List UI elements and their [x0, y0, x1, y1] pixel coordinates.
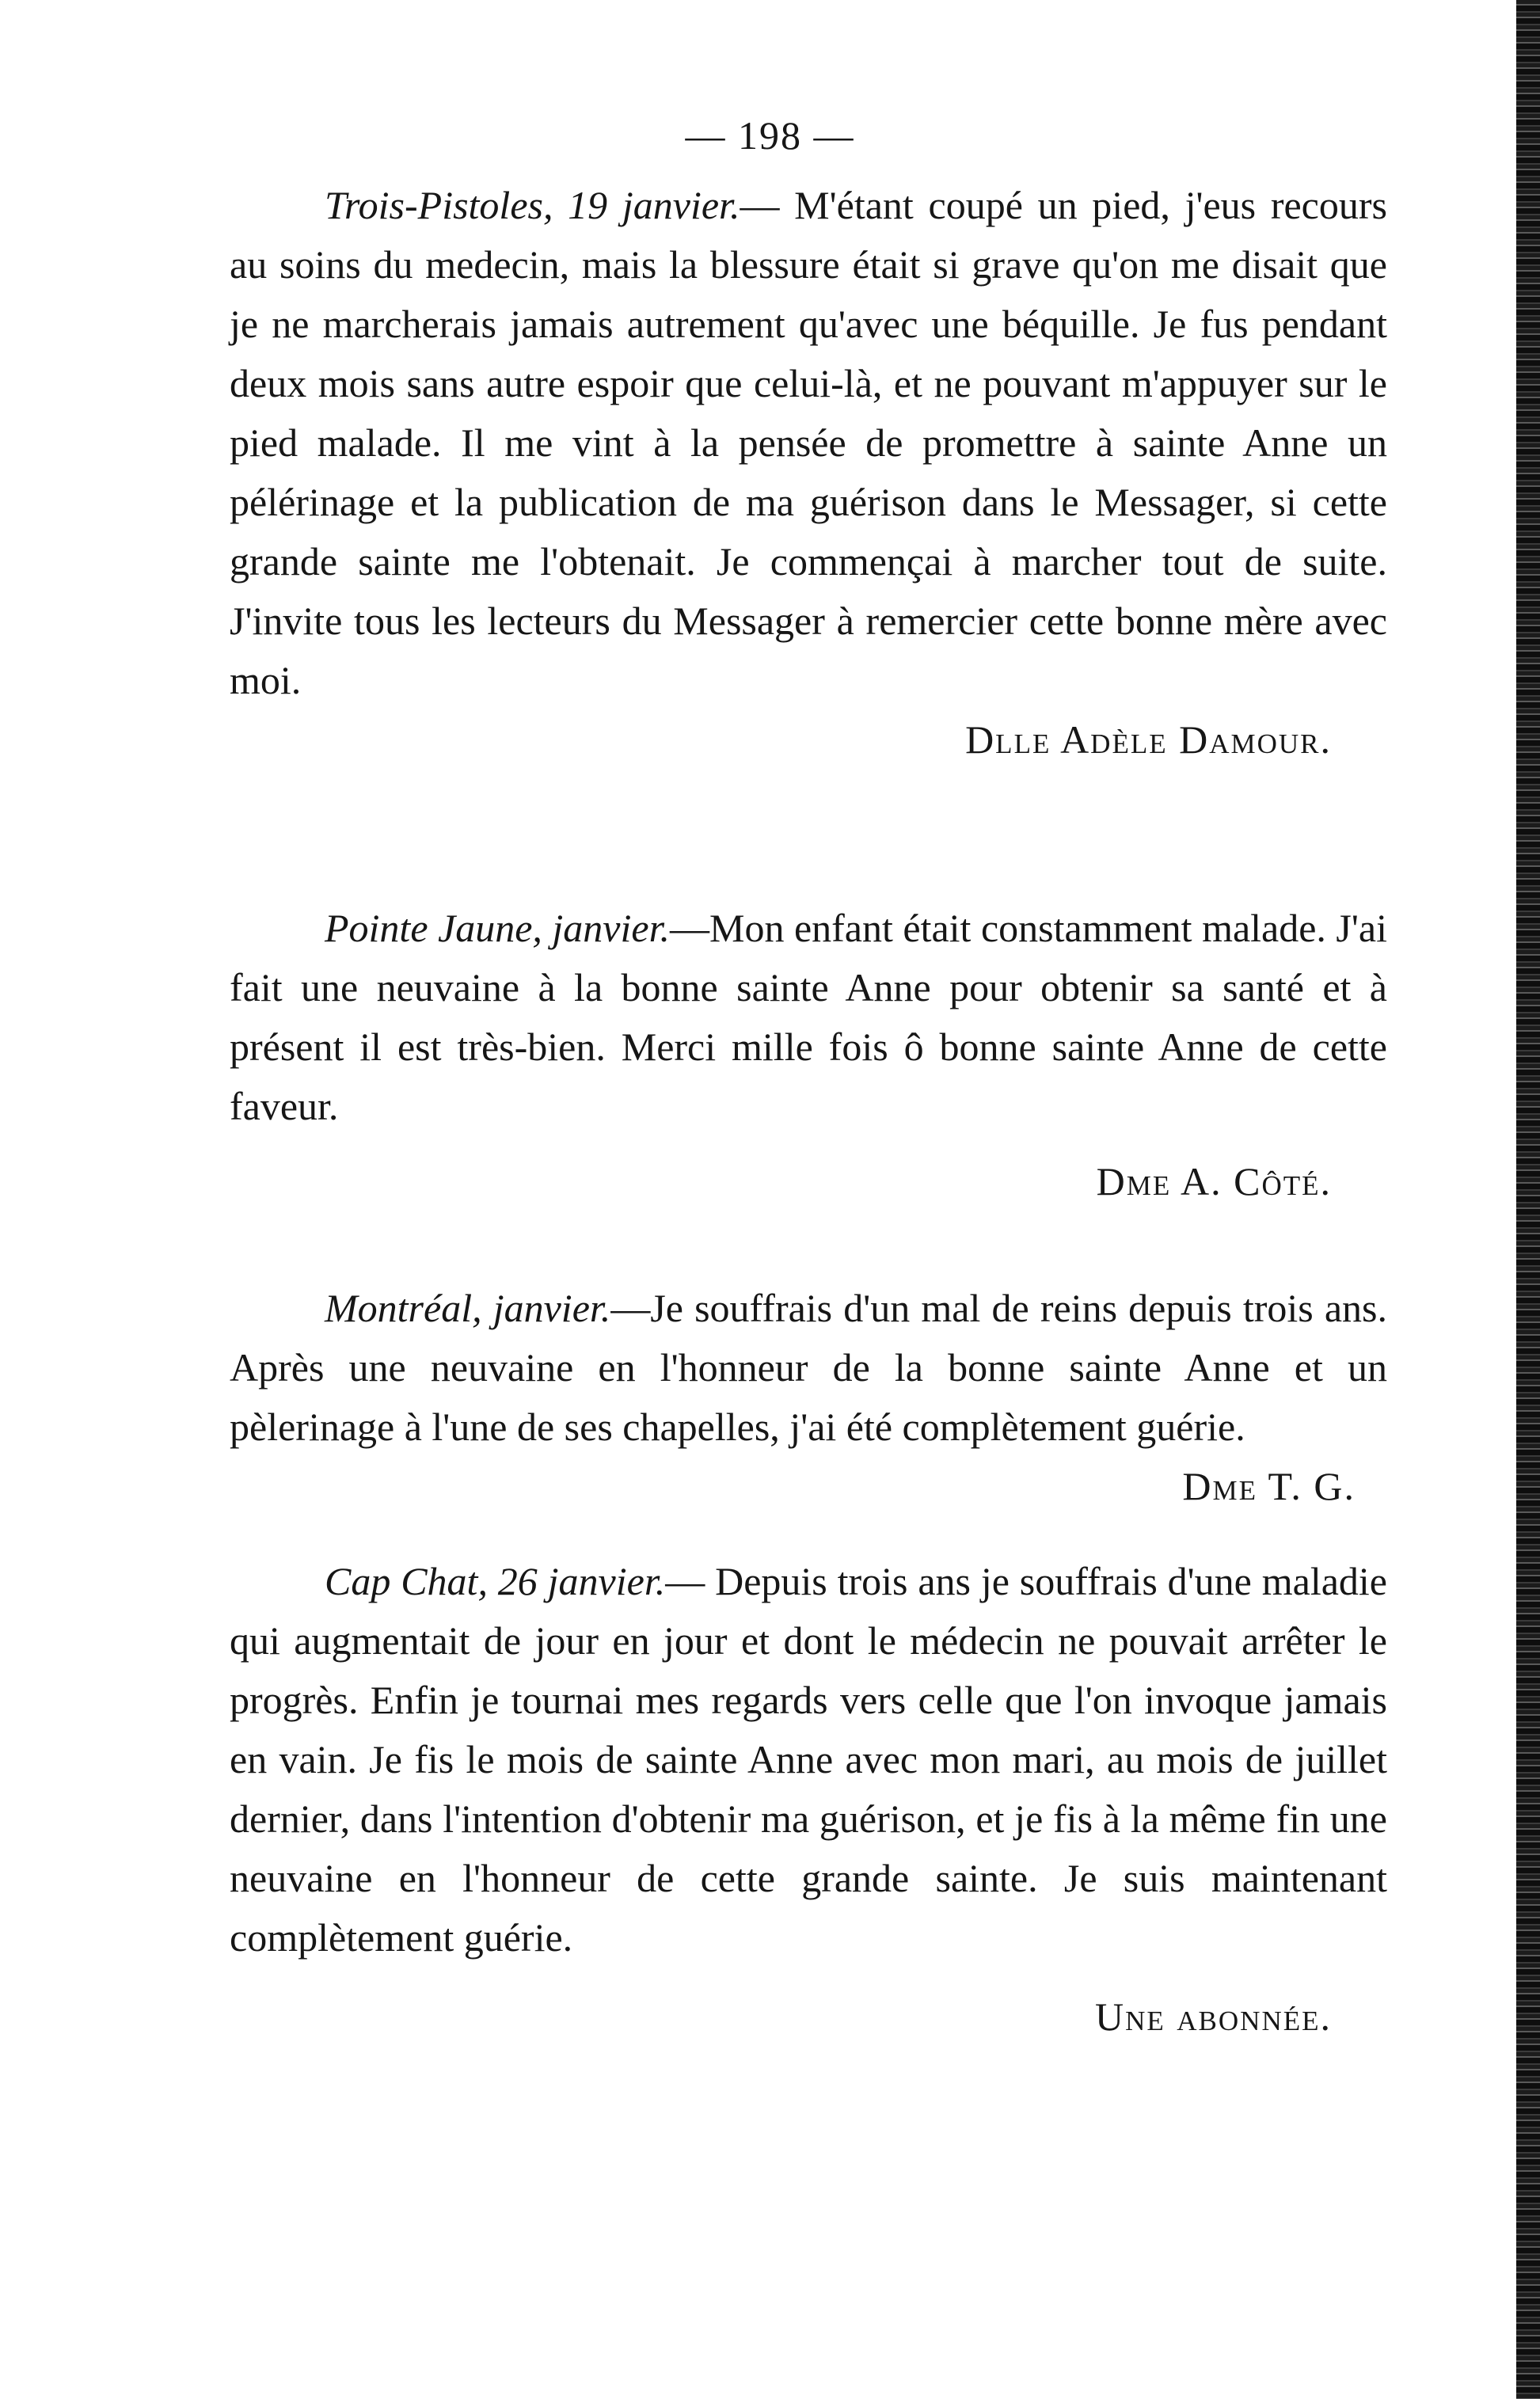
entry-trois-pistoles: [230, 176, 1387, 770]
entry-pointe-jaune: [230, 899, 1387, 1211]
entry-place-date: Montréal, janvier.: [325, 1286, 611, 1330]
entry-text: — Depuis trois ans je souffrais d'une maladie qui augmentait de jour en jour et dont le médecin ne pouvait arrêter le progrès. Enfin je tournai mes regards vers celle que l'on invoque jamais en vain. Je fis le mois de sainte Anne avec mon mari, au mois de juillet dernier, dans l'intention d'obtenir ma guérison, et je fis à la même fin une neuvaine en l'honneur de cette grande sainte. Je suis maintenant complètement guérie.: [230, 1559, 1387, 1960]
entry-text: —Mon enfant était constamment malade. J'ai fait une neuvaine à la bonne sainte Anne pour obtenir sa santé et à présent il est très-bien. Merci mille fois ô bonne sainte Anne de cette faveur.: [230, 906, 1387, 1128]
entry-signature: Une abonnée.: [1095, 1994, 1332, 2039]
entry-signature: Dlle Adèle Damour.: [965, 717, 1332, 762]
entry-signature: Dme A. Côté.: [1096, 1159, 1332, 1203]
entry-signature: Dme T. G.: [1182, 1464, 1356, 1508]
entry-paragraph: [230, 1279, 1388, 1508]
entry-paragraph: [230, 899, 1387, 1136]
entry-place-date: Cap Chat, 26 janvier.: [325, 1559, 666, 1603]
entry-montreal: [230, 1279, 1387, 1516]
entry-cap-chat: [230, 1552, 1387, 2047]
page-binding-edge: [1516, 0, 1540, 2399]
entry-text: — M'étant coupé un pied, j'eus recours au soins du medecin, mais la blessure était si grave qu'on me disait que je ne marcherais jamais autrement qu'avec une béquille. Je fus pendant deux mois sans autre espoir que celui-là, et ne pouvant m'appuyer sur le pied malade. Il me vint à la pensée de promettre à sainte Anne un pélérinage et la publication de ma guérison dans le Messager, si cette grande sainte me l'obtenait. Je commençai à marcher tout de suite. J'invite tous les lecteurs du Messager à remercier cette bonne mère avec moi.: [230, 183, 1387, 702]
entry-paragraph: [230, 1552, 1387, 1967]
entry-text: —Je souffrais d'un mal de reins depuis trois ans. Après une neuvaine en l'honneur de la bonne sainte Anne et un pèlerinage à l'une de ses chapelles, j'ai été complètement guérie.: [230, 1286, 1388, 1449]
page-number: — 198 —: [685, 113, 855, 158]
entry-paragraph: [230, 176, 1387, 710]
entry-place-date: Pointe Jaune, janvier.: [325, 906, 670, 950]
entry-place-date: Trois-Pistoles, 19 janvier.: [325, 183, 740, 227]
